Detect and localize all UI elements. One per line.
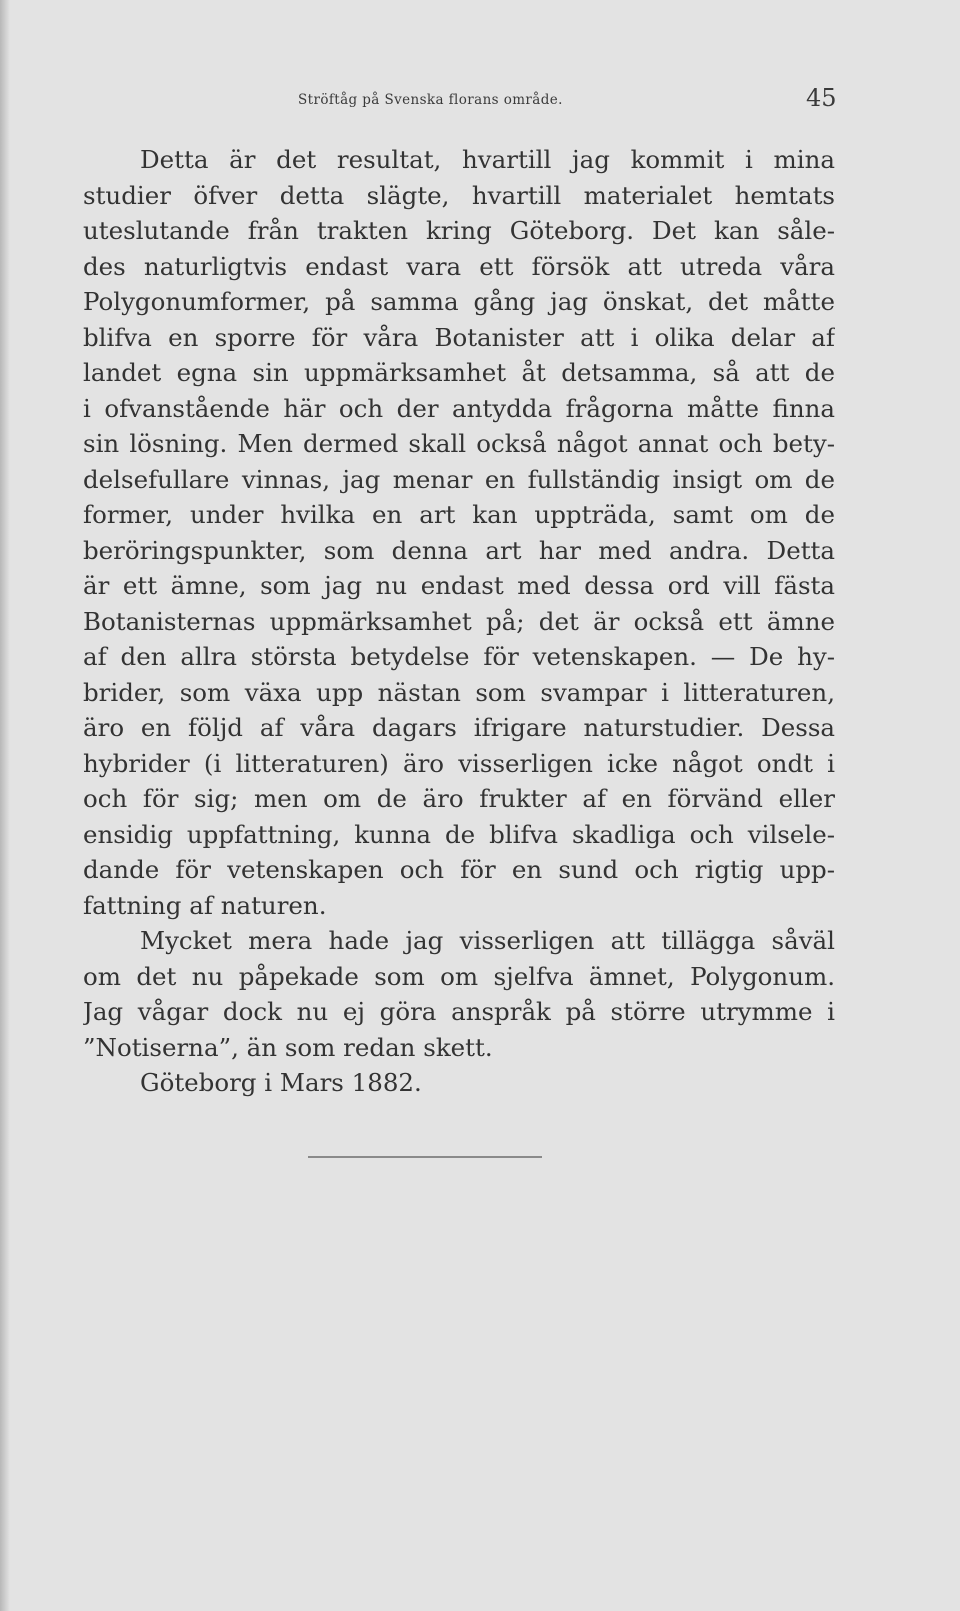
text-line: i ofvanstående här och der antydda frågorna måtte finna	[83, 393, 835, 423]
text-line: Botanisternas uppmärksamhet på; det är också ett ämne	[83, 606, 835, 636]
signature-line: Göteborg i Mars 1882.	[140, 1068, 422, 1097]
text-line: Polygonumformer, på samma gång jag önskat, det måtte	[83, 287, 835, 316]
text-line: landet egna sin uppmärksamhet åt detsamma, så att de	[83, 358, 835, 387]
text-line: des naturligtvis endast vara ett försök att utreda våra	[83, 251, 835, 281]
text-line: Detta är det resultat, hvartill jag kommit i mina	[140, 145, 835, 174]
text-line: brider, som växa upp nästan som svampar i litteraturen,	[83, 677, 835, 707]
text-line: blifva en sporre för våra Botanister att i olika delar af	[83, 322, 835, 352]
end-rule	[308, 1156, 542, 1158]
text-line: ensidig uppfattning, kunna de blifva skadliga och vilsele-	[83, 819, 835, 849]
text-line: af den allra största betydelse för vetenskapen. — De hy-	[83, 642, 835, 671]
text-line: dande för vetenskapen och för en sund och rigtig upp-	[83, 855, 835, 884]
body-text	[83, 142, 835, 1101]
text-line: äro en följd af våra dagars ifrigare naturstudier. Dessa	[83, 713, 835, 742]
text-line: och för sig; men om de äro frukter af en förvänd eller	[83, 784, 835, 813]
text-line: former, under hvilka en art kan uppträda, samt om de	[83, 500, 835, 529]
text-line: delsefullare vinnas, jag menar en fullständig insigt om de	[83, 464, 835, 494]
running-head: Ströftåg på Svenska florans område.	[298, 92, 563, 108]
text-line: sin lösning. Men dermed skall också något annat och bety-	[83, 429, 835, 458]
text-line: Jag vågar dock nu ej göra anspråk på större utrymme i	[83, 997, 835, 1026]
text-line: hybrider (i litteraturen) äro visserligen icke något ondt i	[83, 748, 835, 778]
text-line: uteslutande från trakten kring Göteborg. Det kan såle-	[83, 216, 835, 245]
text-line: beröringspunkter, som denna art har med andra. Detta	[83, 535, 835, 565]
text-line: är ett ämne, som jag nu endast med dessa ord vill fästa	[83, 571, 835, 600]
text-line: studier öfver detta slägte, hvartill materialet hemtats	[83, 180, 835, 210]
text-line: fattning af naturen.	[83, 890, 327, 920]
text-line: Mycket mera hade jag visserligen att tillägga såväl	[140, 926, 835, 955]
page-number: 45	[806, 84, 837, 112]
text-line: om det nu påpekade som om sjelfva ämnet, Polygonum.	[83, 961, 835, 991]
text-line: ”Notiserna”, än som redan skett.	[83, 1032, 493, 1062]
